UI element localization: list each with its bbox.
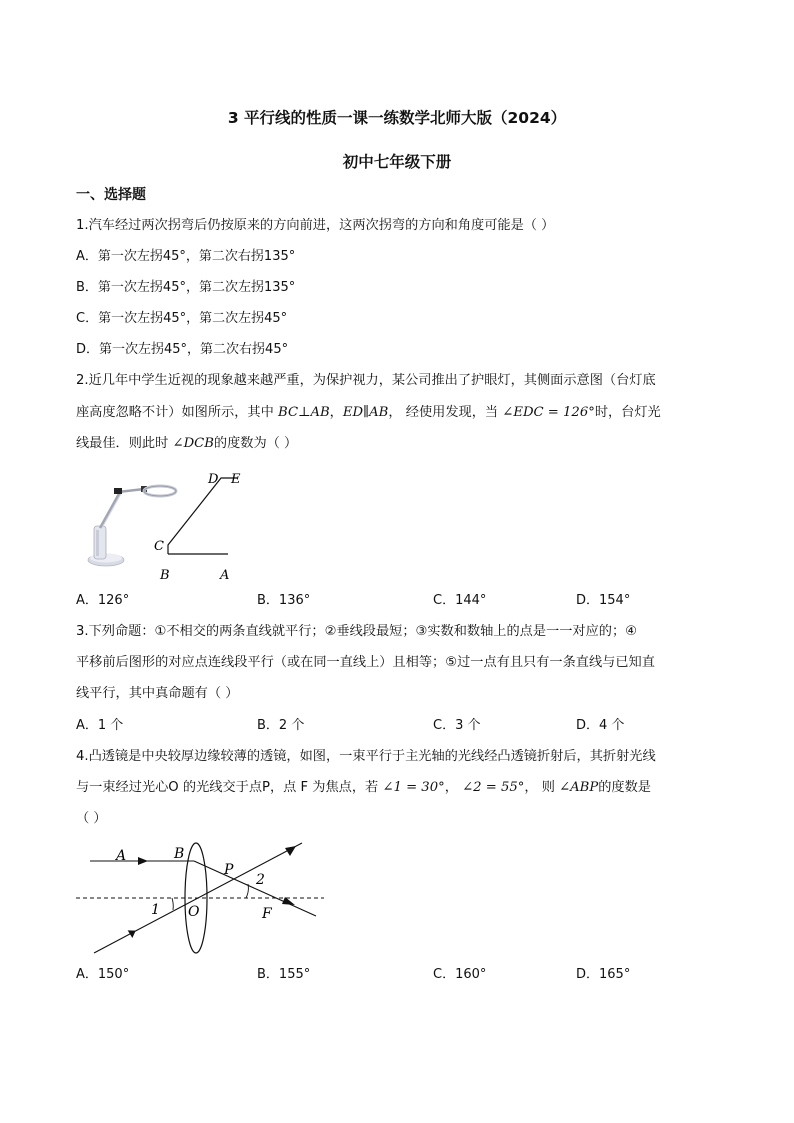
q2-text: 时，台灯光 [594,405,661,420]
q2-geometry-figure [152,468,264,584]
document-subtitle: 初中七年级下册 [342,153,452,171]
q2-option-d: D．154° [576,593,631,608]
label-angle-1: 1 [151,902,160,918]
q3-option-a: A．1 个 [76,718,124,733]
q4-stem-line1: 4.凸透镜是中央较厚边缘较薄的透镜，如图，一束平行于主光轴的光线经凸透镜折射后，其折射光线 [76,749,656,764]
q4-text: ， 则 [524,780,560,795]
q2-option-a: A．126° [76,593,130,608]
label-a: A [116,848,127,864]
q3-stem-line2: 平移前后图形的对应点连线段平行（或在同一直线上）且相等；⑤过一点有且只有一条直线与已知直 [76,655,655,670]
angle-2-arc [246,884,248,898]
q3-option-c: C．3 个 [433,718,481,733]
q4-lens-figure [76,838,328,960]
q2-math-ed-parallel-ab: ED∥AB [342,405,389,420]
q4-math-angle-abp: ∠ABP [559,780,599,795]
q4-math-angle-1: ∠1 = 30° [382,780,445,795]
q1-option-d: D．第一次左拐45°，第二次右拐45° [76,342,289,357]
q2-figure-line-b-c-d-e [168,478,238,554]
q2-stem-line3 [76,435,297,453]
q2-math-angle-edc: ∠EDC = 126° [502,405,595,420]
label-c: C [154,539,164,554]
label-f: F [262,906,272,922]
q2-text: ， [329,405,343,420]
label-e: E [231,472,241,487]
q4-stem-line2 [76,779,651,797]
q3-option-b: B．2 个 [257,718,305,733]
q4-text: 与一束经过光心O 的光线交于点P，点 F 为焦点，若 [76,780,383,795]
q2-math-angle-dcb: ∠DCB [172,436,214,451]
label-o: O [188,904,200,920]
q4-option-a: A．150° [76,967,130,982]
q4-stem-line3: （ ） [76,811,107,826]
q1-stem: 1.汽车经过两次拐弯后仍按原来的方向前进，这两次拐弯的方向和角度可能是（ ） [76,218,555,233]
angle-1-arc [172,898,173,910]
q2-text: ， 经使用发现，当 [388,405,503,420]
label-angle-2: 2 [256,872,265,888]
q4-option-c: C．160° [433,967,487,982]
q4-option-b: B．155° [257,967,311,982]
q2-option-b: B．136° [257,593,311,608]
q1-option-c: C．第一次左拐45°，第二次左拐45° [76,311,288,326]
section-heading: 一、选择题 [76,187,146,203]
label-a: A [220,568,230,583]
q3-stem-line1: 3.下列命题：①不相交的两条直线就平行；②垂线段最短；③实数和数轴上的点是一一对应的；④ [76,624,637,639]
q4-text: 的度数是 [598,780,651,795]
label-b: B [174,846,185,862]
q2-text: 座高度忽略不计）如图所示，其中 [76,405,279,420]
q2-math-bc-perp-ab: BC⊥AB [278,405,330,420]
document-title: 3 平行线的性质一课一练数学北师大版（2024） [227,109,567,127]
q2-text: 的度数为（ ） [213,436,298,451]
q4-option-d: D．165° [576,967,631,982]
q2-stem-line1: 2.近几年中学生近视的现象越来越严重，为保护视力，某公司推出了护眼灯，其侧面示意图（台灯底 [76,373,656,388]
q2-text: 线最佳．则此时 [76,436,173,451]
q4-math-angle-2: ∠2 = 55° [462,780,525,795]
arrow-icon [138,857,148,865]
q2-stem-line2 [76,404,661,422]
q3-option-d: D．4 个 [576,718,625,733]
q4-text: ， [444,780,463,795]
label-d: D [208,472,219,487]
label-p: P [224,862,234,878]
q1-option-b: B．第一次左拐45°，第二次左拐135° [76,280,296,295]
q1-option-a: A．第一次左拐45°，第二次右拐135° [76,249,296,264]
ray-b-through-f [194,861,316,916]
label-b: B [160,568,170,583]
q3-stem-line3: 线平行，其中真命题有（ ） [76,686,239,701]
q2-option-c: C．144° [433,593,487,608]
